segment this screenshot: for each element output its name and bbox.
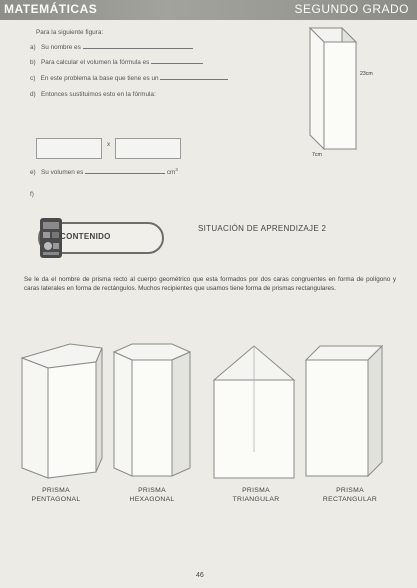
item-letter: e) bbox=[30, 169, 36, 177]
base-label: 7cm bbox=[312, 152, 322, 158]
formula-box-1[interactable] bbox=[36, 138, 102, 159]
item-text: Su nombre es bbox=[41, 44, 81, 51]
times-sign: x bbox=[107, 141, 111, 148]
item-letter: d) bbox=[30, 91, 36, 98]
unit-exponent: 3 bbox=[175, 167, 178, 172]
prisms-illustration bbox=[0, 340, 417, 480]
caption-line1: PRISMA bbox=[336, 487, 364, 494]
triangular-prism-icon bbox=[214, 346, 294, 478]
rectangular-prism-icon bbox=[306, 346, 382, 476]
item-text: Su volumen es bbox=[41, 169, 84, 177]
caption-triangular bbox=[214, 486, 298, 504]
item-text: En este problema la base que tiene es un bbox=[40, 75, 159, 82]
exercise-intro: Para la siguiente figura: bbox=[36, 29, 104, 36]
item-f bbox=[30, 191, 34, 198]
caption-line2: RECTANGULAR bbox=[322, 496, 378, 503]
item-letter: a) bbox=[30, 44, 36, 51]
height-label: 23cm bbox=[360, 71, 373, 77]
item-c bbox=[30, 75, 228, 82]
item-a bbox=[30, 44, 193, 51]
tall-prism-figure bbox=[300, 24, 382, 159]
caption-pentagonal bbox=[16, 486, 96, 504]
item-text: Para calcular el volumen la fórmula es bbox=[41, 59, 150, 66]
item-letter: c) bbox=[30, 75, 36, 82]
contenido-label: CONTENIDO bbox=[60, 232, 111, 241]
grade-title: SEGUNDO GRADO bbox=[294, 2, 409, 16]
logo-icon bbox=[40, 218, 62, 258]
answer-line[interactable] bbox=[151, 63, 203, 64]
answer-line[interactable] bbox=[85, 173, 165, 174]
caption-line1: PRISMA bbox=[138, 487, 166, 494]
subject-title: MATEMÁTICAS bbox=[4, 2, 98, 16]
caption-line2: TRIANGULAR bbox=[232, 496, 280, 503]
item-text: Entonces sustituimos esto en la fórmula: bbox=[41, 91, 156, 98]
item-d bbox=[30, 91, 156, 98]
answer-line[interactable] bbox=[160, 79, 228, 80]
caption-hexagonal bbox=[112, 486, 192, 504]
item-e bbox=[30, 167, 178, 176]
caption-line1: PRISMA bbox=[42, 487, 70, 494]
caption-line2: HEXAGONAL bbox=[129, 496, 175, 503]
caption-line1: PRISMA bbox=[242, 487, 270, 494]
caption-line2: PENTAGONAL bbox=[31, 496, 81, 503]
answer-line[interactable] bbox=[83, 48, 193, 49]
caption-rectangular bbox=[304, 486, 396, 504]
item-letter: b) bbox=[30, 59, 36, 66]
pentagonal-prism-icon bbox=[22, 344, 102, 478]
section-paragraph: Se le da el nombre de prisma recto al cuerpo geométrico que esta formados por dos caras congruentes en forma de polígono y caras laterales en forma de rectángulos. Muchos recipientes que usamos tiene forma de prismas rectangulares. bbox=[24, 276, 396, 292]
item-letter: f) bbox=[30, 191, 34, 198]
hexagonal-prism-icon bbox=[114, 344, 190, 476]
page-number: 46 bbox=[196, 572, 204, 579]
section-title: SITUACIÓN DE APRENDIZAJE 2 bbox=[198, 224, 327, 233]
item-b bbox=[30, 59, 203, 66]
program-logo bbox=[40, 218, 62, 258]
formula-box-2[interactable] bbox=[115, 138, 181, 159]
volume-unit: cm bbox=[166, 169, 176, 177]
